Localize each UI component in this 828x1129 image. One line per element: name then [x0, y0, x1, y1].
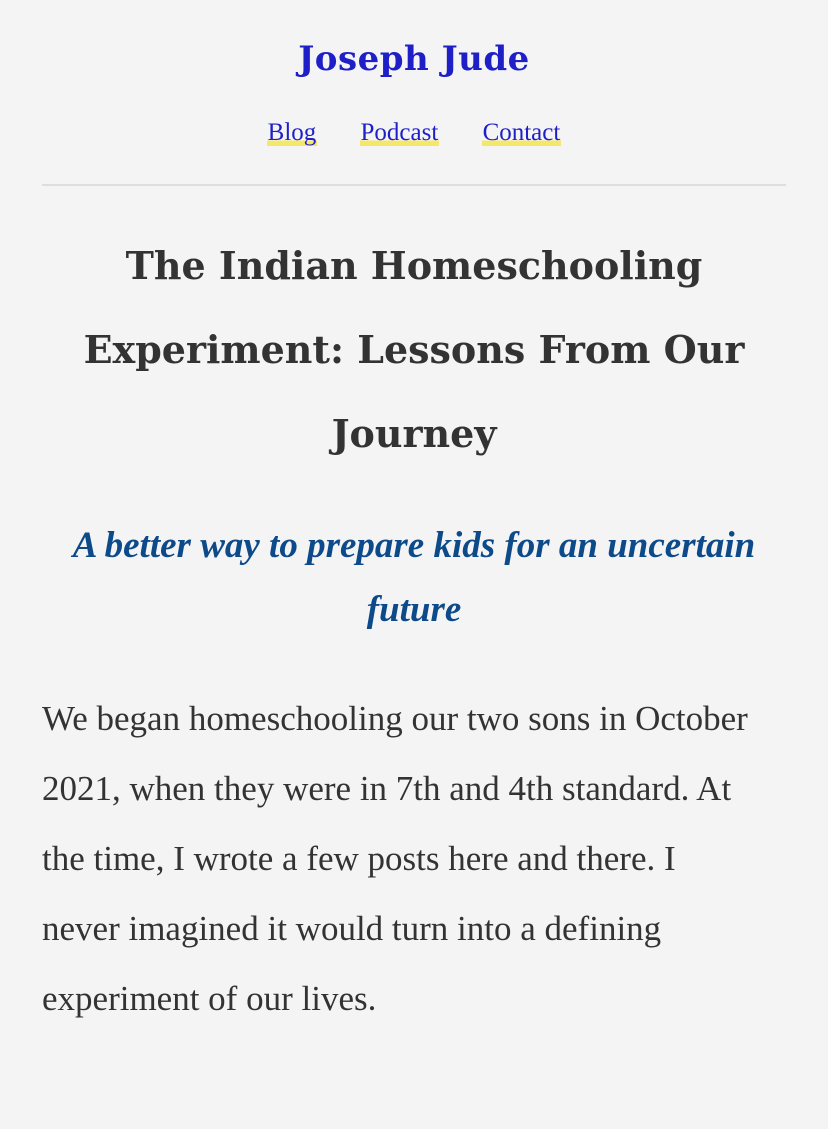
- post-title: The Indian Homeschooling Experiment: Lessons From Our Journey: [83, 243, 745, 456]
- site-title-link[interactable]: Joseph Jude: [298, 39, 530, 79]
- article-paragraph: We began homeschooling our two sons in October 2021, when they were in 7th and 4th standard. At the time, I wrote a few posts here and there. I never imagined it would turn into a defining experiment of our lives.: [42, 699, 748, 1018]
- post-subtitle: A better way to prepare kids for an uncertain future: [72, 525, 756, 630]
- nav-link-blog[interactable]: Blog: [267, 119, 317, 146]
- header-divider: [42, 184, 786, 186]
- nav-link-podcast[interactable]: Podcast: [360, 119, 439, 146]
- main-nav: [0, 114, 828, 152]
- nav-link-contact[interactable]: Contact: [482, 119, 561, 146]
